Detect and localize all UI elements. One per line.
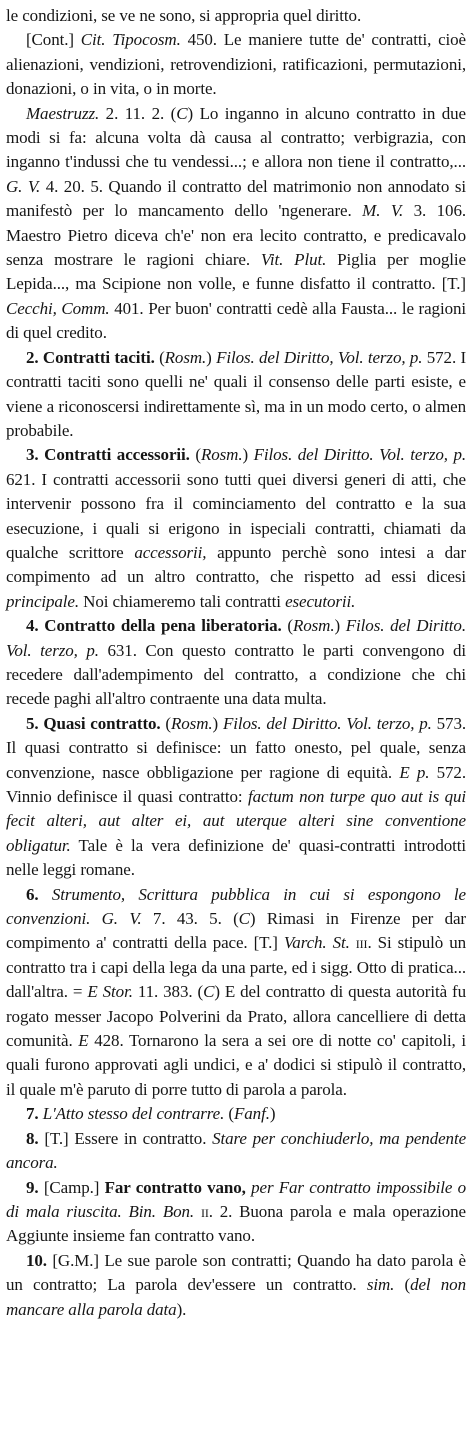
text-segment: E Stor. [87, 982, 133, 1002]
section-number: 10. [26, 1250, 47, 1270]
text-segment: Filos. del Diritto. Vol. terzo, p. [6, 616, 466, 660]
text-segment: 428. Tornarono la sera a sei ore di notte co' capitoli, i quali furono approvati agli undici, e a' dodici si stipulò il contratto, il quale m'è paruto di porre tutto di parola a parola. [6, 1031, 466, 1099]
text-segment: 11. 383. ( [132, 982, 204, 1002]
text-segment: esecutorii. [285, 591, 356, 611]
text-segment: Fanf. [233, 1104, 270, 1124]
text-segment: [T.] Essere in contratto. [44, 1128, 213, 1148]
text-segment: Vit. Plut. [260, 250, 327, 270]
entry-s8 [6, 1127, 466, 1176]
text-segment: ) Rimasi in Firenze per dar compimento a' contratti della pace. [T.] [6, 909, 466, 953]
text-segment: 2. 11. 2. ( [99, 103, 177, 123]
text-segment: ii [200, 1201, 209, 1221]
entry-s4 [6, 614, 466, 712]
text-segment: per Far contratto impossibile o di mala riuscita. Bin. Bon. [6, 1177, 466, 1221]
text-segment: appunto perchè sono intesi a dar compimento ad un altro contratto, che rispetto ad essi dicesi [6, 542, 466, 587]
entry-s2 [6, 346, 466, 444]
text-segment: Varch. St. [283, 933, 350, 953]
text-segment: 572. I contratti taciti sono quelli ne' quali il consenso delle parti esiste, e viene a riconoscersi indirettamente sì, ma in un modo certo, o almen probabile. [6, 347, 467, 440]
entry-cont [6, 28, 466, 101]
text-segment: C [176, 103, 188, 123]
text-segment: M. V. [362, 201, 404, 221]
entry-s3 [6, 443, 466, 614]
text-segment: Rosm. [164, 347, 207, 367]
section-heading: Quasi contratto. [43, 713, 161, 733]
text-segment: Rosm. [200, 445, 243, 465]
text-segment: Cit. Tipocosm. [80, 30, 181, 50]
text-segment: Tale è la vera definizione de' quasi-contratti introdotti nelle leggi romane. [6, 835, 466, 880]
text-segment: E p. [399, 762, 430, 782]
text-segment: [Camp.] [43, 1177, 105, 1197]
section-number: 6. [26, 884, 39, 904]
text-segment: ( [189, 445, 201, 465]
text-segment: . Si stipulò un contratto tra i capi della lega da una parte, ed i sigg. Otto di pratica... dall'altra. = [6, 933, 466, 1002]
text-segment: 7. 43. 5. ( [141, 909, 239, 929]
section-number: 7. [26, 1104, 39, 1124]
text-segment: ) [206, 347, 217, 367]
section-number: 3. [26, 445, 39, 465]
section-number: 9. [26, 1177, 39, 1197]
text-segment: 3. 106. Maestro Pietro diceva ch'e' non era lecito contratto, e predicavalo senza mostrare le ragioni chiare. [6, 201, 467, 270]
text-segment [194, 1202, 201, 1221]
section-number: 8. [26, 1128, 39, 1148]
text-segment: ) E del contratto di questa autorità fu rogato messer Jacopo Polverini da Prato, allora cancelliere di detta comunità. [6, 982, 466, 1051]
text-segment: 450. Le maniere tutte de' contratti, cioè alienazioni, vendizioni, retrovendizioni, ratificazioni, permutazioni, donazioni, o in vita, o in morte. [6, 30, 466, 99]
text-segment: 4. 20. 5. Quando il contratto del matrimonio non annodato si manifestò per lo mancamento dello 'ngenerare. [6, 176, 466, 221]
section-number: 5. [26, 713, 39, 733]
text-segment: ) [212, 713, 223, 733]
section-number: 4. [26, 616, 39, 636]
text-segment: Maestruzz. [26, 103, 100, 123]
text-segment: C [238, 909, 250, 929]
text-segment: 572. Vinnio definisce il quasi contratto: [6, 762, 466, 806]
text-segment: iii [355, 933, 368, 953]
text-segment: ( [224, 1104, 234, 1124]
section-heading: Contratti accessorii. [44, 445, 190, 465]
text-segment: Stare per conchiuderlo, ma pendente ancora. [6, 1128, 467, 1173]
entry-s5 [6, 712, 466, 883]
section-heading: Contratti taciti. [42, 347, 155, 367]
text-segment: principale. [6, 591, 80, 611]
text-segment: 573. Il quasi contratto si definisce: un fatto onesto, pel quale, senza convenzione, nasce obbligazione per ragione di equità. [6, 713, 466, 782]
text-segment: ). [176, 1299, 187, 1319]
text-segment: L'Atto stesso del contrarre. [42, 1104, 225, 1124]
text-segment: Filos. del Diritto. Vol. terzo, p. [253, 445, 467, 465]
text-segment: del non mancare alla parola data [6, 1275, 466, 1319]
text-segment: Far contratto vano, [104, 1177, 246, 1197]
entry-s9 [6, 1176, 466, 1249]
text-segment: Cecchi, Comm. [6, 298, 110, 318]
text-segment: Filos. del Diritto. Vol. terzo, p. [222, 713, 432, 733]
entry-s7 [6, 1102, 466, 1126]
entry-list [6, 4, 466, 1322]
text-segment: Filos. del Diritto, Vol. terzo, p. [216, 347, 423, 367]
text-segment: 631. Con questo contratto le parti convengono di recedere dall'adempimento del contratto, a condizione che chi recede paghi all'altro contraente una data multa. [6, 640, 467, 709]
text-segment: accessorii, [134, 542, 207, 562]
text-segment: 621. I contratti accessorii sono tutti quei diversi generi di atti, che intervenir possono fra il cominciamento del contratto e la sua esecuzione, i quali si erigono in ispeciali contratti, chiamati da qualche scrittore [6, 469, 466, 562]
entry-s6 [6, 883, 466, 1103]
text-segment: le condizioni, se ve ne sono, si appropria quel diritto. [6, 6, 362, 25]
text-segment: Rosm. [292, 616, 335, 636]
text-segment: [G.M.] Le sue parole son contratti; Quando ha dato parola è un contratto; La parola dev'essere un contratto. [6, 1250, 466, 1295]
text-segment: ( [154, 347, 165, 367]
text-segment: Rosm. [171, 713, 213, 733]
text-segment: ) [242, 445, 254, 465]
text-segment: [Cont.] [26, 30, 81, 50]
text-segment: factum non turpe quo aut is qui fecit alteri, aut alter ei, aut uterque alteri sine conventione obligatur. [6, 787, 466, 855]
entry-maestruzz [6, 102, 466, 346]
text-segment: Strumento, Scrittura pubblica in cui si espongono le convenzioni. G. V. [6, 884, 466, 929]
text-segment: ( [160, 713, 171, 733]
text-segment: ) Lo inganno in alcuno contratto in due modi si fa: alcuna volta dà causa al contratto; verbigrazia, con inganno t'indussi che tu vendessi...; e allora non tiene il contratto,... [6, 103, 466, 172]
text-segment: Piglia per moglie Lepida..., ma Scipione non volle, e funne disfatto il contratto. [T.] [6, 250, 466, 294]
text-segment: ( [281, 616, 293, 636]
text-segment: C [203, 982, 215, 1002]
entry-intro [6, 4, 466, 28]
section-number: 2. [26, 347, 39, 367]
text-segment: 401. Per buon' contratti cedè alla Fausta... le ragioni di quel credito. [6, 298, 467, 343]
text-segment: . 2. Buona parola e mala operazione Aggiunte insieme fan contratto vano. [6, 1201, 467, 1246]
text-segment: ( [394, 1275, 411, 1295]
entry-s10 [6, 1249, 466, 1322]
text-segment: ) [269, 1104, 276, 1124]
section-heading: Contratto della pena liberatoria. [44, 616, 282, 636]
text-segment: E [78, 1031, 89, 1051]
text-segment: sim. [366, 1275, 395, 1295]
text-segment: G. V. [6, 176, 41, 196]
text-segment: ) [334, 616, 346, 636]
text-segment: Noi chiameremo tali contratti [79, 591, 286, 611]
